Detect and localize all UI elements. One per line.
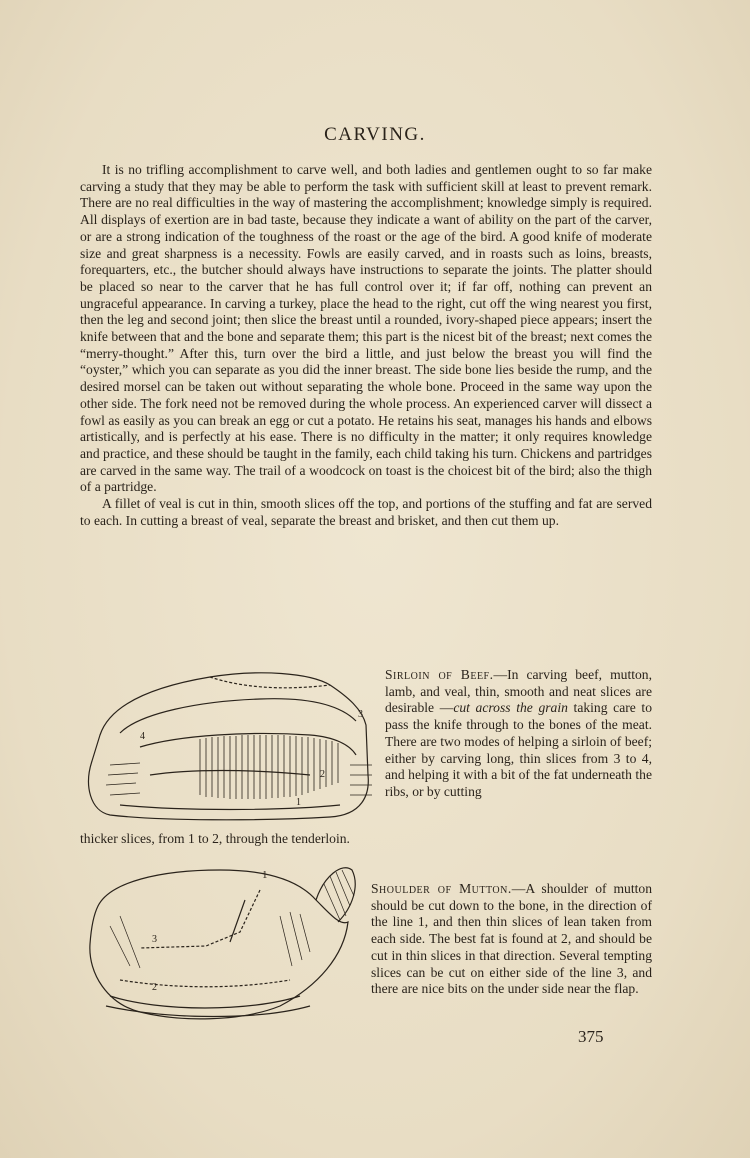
sirloin-label-3: 3 bbox=[358, 709, 363, 720]
mutton-label-3: 3 bbox=[152, 934, 157, 945]
sirloin-text-a: —In carving beef, mutton, lamb, and veal, thin, smooth and neat slices are desirable — bbox=[385, 667, 652, 716]
main-text bbox=[80, 162, 652, 529]
page-number: 375 bbox=[578, 1027, 604, 1046]
shoulder-of-mutton-illustration bbox=[80, 856, 360, 1026]
paragraph-veal: A fillet of veal is cut in thin, smooth slices off the top, and portions of the stuffing and fat are served to each. In cutting a breast of veal, separate the breast and brisket, and then cut them up. bbox=[80, 496, 652, 528]
mutton-label-1: 1 bbox=[262, 869, 268, 881]
mutton-label-2: 2 bbox=[152, 982, 157, 993]
sirloin-heading: Sirloin of Beef. bbox=[385, 667, 494, 682]
sirloin-text-b: taking care to pass the knife through to the bones of the meat. There are two modes of helping a sirloin of beef; either by carving long, thin slices from 3 to 4, and helping it with a bit of the fat underneath the ribs, or by cutting bbox=[385, 700, 653, 799]
sirloin-emphasis: cut across the grain bbox=[453, 700, 568, 716]
shoulder-section bbox=[371, 881, 652, 998]
shoulder-text: —A shoulder of mutton should be cut down to the bone, in the direction of the line 1, and then thin slices of lean taken from each side. The best fat is found at 2, and should be cut in thin slices in that direction. Several tempting slices can be cut on either side of the line 3, and there are nice bits on the under side near the flap. bbox=[371, 881, 653, 997]
sirloin-section bbox=[385, 667, 652, 801]
page-title: CARVING. bbox=[324, 124, 426, 145]
sirloin-tail: thicker slices, from 1 to 2, through the tenderloin. bbox=[80, 831, 350, 846]
paragraph-carving-intro: It is no trifling accomplishment to carve well, and both ladies and gentlemen ought to so far make carving a study that they may be able to perform the task with sufficient skill at least to prevent remark. There are no real difficulties in the way of mastering the accomplishment; knowledge simply is required. All displays of exertion are in bad taste, because they indicate a want of ability on the part of the carver, or are a strong indication of the toughness of the roast or the age of the bird. A good knife of moderate size and great sharpness is a necessity. Fowls are easily carved, and in roasts such as loins, breasts, forequarters, etc., the butcher should always have instructions to separate the joints. The platter should be placed so near to the carver that he has full control over it; if far off, nothing can prevent an ungraceful appearance. In carving a turkey, place the head to the right, cut off the wing nearest you first, then the leg and second joint; then slice the breast until a rounded, ivory-shaped piece appears; insert the knife between that and the bone and separate them; this part is the nicest bit of the breast; next comes the “merry-thought.” After this, turn over the bird a little, and just below the breast you will find the “oyster,” which you can separate as you did the inner breast. The side bone lies beside the rump, and the desired morsel can be taken out without separating the whole bone. Proceed in the same way upon the other side. The fork need not be removed during the whole process. An experienced carver will dissect a fowl as easily as you can break an egg or cut a potato. He retains his seat, manages his hands and elbows artistically, and is perfectly at his ease. There is no difficulty in the matter; it only requires knowledge and practice, and these should be taught in the family, each child taking his turn. Chickens and partridges are carved in the same way. The trail of a woodcock on toast is the choicest bit of the bird; also the thigh of a partridge. bbox=[80, 162, 652, 495]
sirloin-of-beef-illustration bbox=[80, 665, 375, 825]
shoulder-heading: Shoulder of Mutton. bbox=[371, 881, 512, 896]
sirloin-label-4: 4 bbox=[140, 731, 145, 742]
sirloin-label-1: 1 bbox=[296, 797, 301, 808]
sirloin-label-2: 2 bbox=[320, 769, 325, 780]
